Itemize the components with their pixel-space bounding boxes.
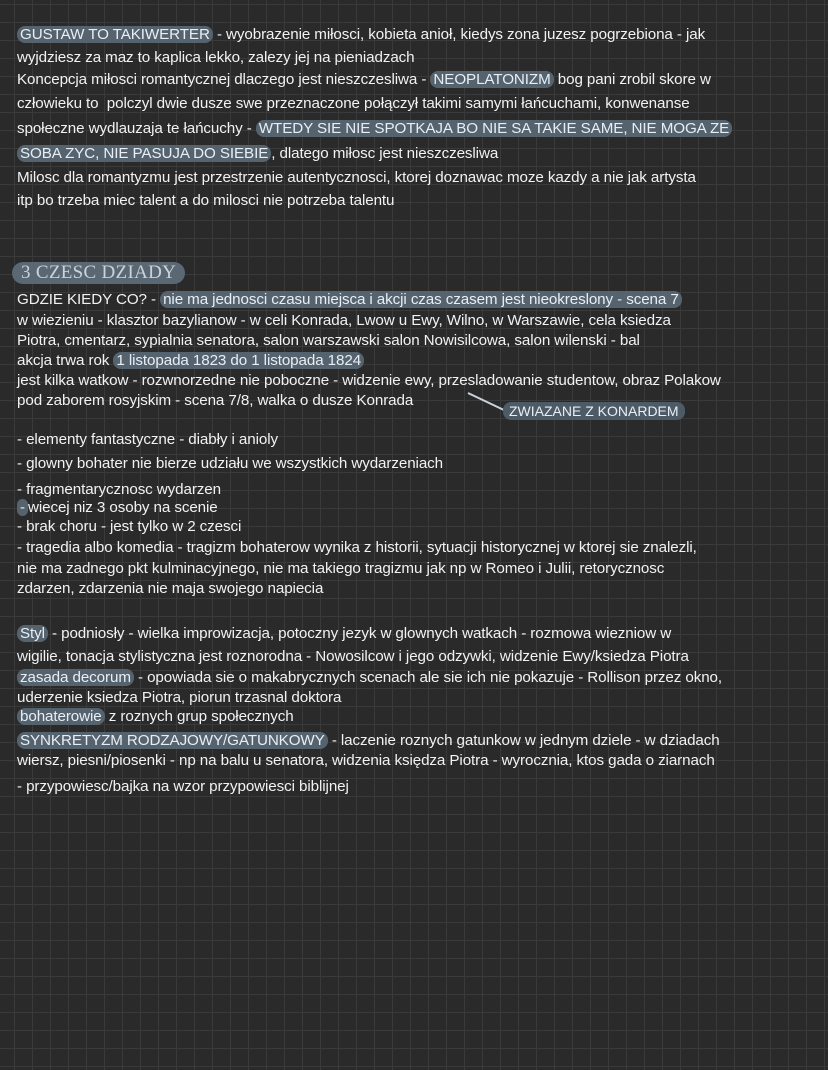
highlighted-text: bohaterowie [17, 708, 105, 725]
section3-line [17, 454, 443, 474]
text: wiecej niz 3 osoby na scenie [27, 499, 218, 516]
text: - brak choru - jest tylko w 2 czesci [17, 518, 242, 535]
text: - glowny bohater nie bierze udziału we wszystkich wydarzeniach [17, 455, 444, 472]
section1-line [17, 70, 711, 90]
text: - tragedia albo komedia - tragizm bohaterow wynika z historii, sytuacji historycznej w ktorej sie znalezli, [17, 539, 697, 556]
text: - fragmentarycznosc wydarzen [17, 481, 221, 498]
text: - elementy fantastyczne - diabły i anioly [17, 431, 278, 448]
text: pod zaborem rosyjskim - scena 7/8, walka o dusze Konrada [17, 392, 414, 409]
highlighted-text: nie ma jednosci czasu miejsca i akcji czas czasem jest nieokreslony - scena 7 [160, 291, 682, 308]
text: w wiezieniu - klasztor bazylianow - w celi Konrada, Lwow u Ewy, Wilno, w Warszawie, cela ksiedza [17, 312, 671, 329]
section4-line [17, 647, 689, 667]
highlighted-text: WTEDY SIE NIE SPOTKAJA BO NIE SA TAKIE SAME, NIE MOGA ZE [256, 120, 732, 137]
text: człowieku to polczyl dwie dusze swe przeznaczone połączył takimi samymi łańcuchami, konwenanse [17, 95, 690, 112]
highlighted-text: zasada decorum [17, 669, 134, 686]
section1-line [17, 144, 498, 164]
section4-line [17, 707, 294, 727]
section4-line [17, 624, 671, 644]
text: Koncepcja miłosci romantycznej dlaczego jest nieszczesliwa - [17, 71, 431, 88]
text: GDZIE KIEDY CO? - [17, 291, 161, 308]
highlighted-text: NEOPLATONIZM [430, 71, 553, 88]
text: nie ma zadnego pkt kulminacyjnego, nie ma takiego tragizmu jak np w Romeo i Julii, retorycznosc [17, 560, 665, 577]
text: Piotra, cmentarz, sypialnia senatora, salon warszawski salon Nowisilcowa, salon wilenski - bal [17, 332, 640, 349]
text: wyjdziesz za maz to kaplica lekko, zalezy jej na pieniadzach [17, 49, 415, 66]
section3-line [17, 430, 278, 450]
section2-line [17, 391, 413, 411]
annotation-note: ZWIAZANE Z KONARDEM [503, 402, 685, 420]
section4-line [17, 668, 722, 688]
highlighted-text: Styl [17, 625, 48, 642]
section1-line [17, 25, 705, 45]
section3-line [17, 517, 241, 537]
section3-line [17, 538, 697, 558]
section3-line [17, 579, 323, 599]
text: - opowiada sie o makabrycznych scenach ale sie ich nie pokazuje - Rollison przez okno, [133, 669, 723, 686]
section4-line [17, 688, 341, 708]
text: społeczne wydlauzaja te łańcuchy - [17, 120, 256, 137]
highlighted-text: SOBA ZYC, NIE PASUJA DO SIEBIE [17, 145, 271, 162]
section4-line [17, 731, 720, 751]
text: , dlatego miłosc jest nieszczesliwa [271, 145, 499, 162]
text: akcja trwa rok [17, 352, 114, 369]
text: jest kilka watkow - rozwnorzedne nie poboczne - widzenie ewy, przesladowanie studentow, obraz Polakow [17, 372, 721, 389]
text: itp bo trzeba miec talent a do milosci nie potrzeba talentu [17, 192, 395, 209]
section1-line [17, 48, 415, 68]
highlighted-text: - [17, 499, 28, 516]
section3-line [17, 559, 664, 579]
section2-line [17, 290, 682, 310]
section2-line [17, 351, 364, 371]
section-heading: 3 CZESC DZIADY [12, 262, 185, 284]
text: - przypowiesc/bajka na wzor przypowiesci biblijnej [17, 778, 349, 795]
text: wiersz, piesni/piosenki - np na balu u senatora, widzenia księdza Piotra - wyrocznia, ktos gada o ziarnach [17, 752, 715, 769]
section1-line [17, 119, 732, 139]
section1-line [17, 168, 696, 188]
text: wigilie, tonacja stylistyczna jest roznorodna - Nowosilcow i jego odzywki, widzenie Ewy/ksiedza Piotra [17, 648, 689, 665]
section3-line [17, 480, 221, 500]
text: Milosc dla romantyzmu jest przestrzenie autentycznosci, ktorej doznawac moze kazdy a nie jak artysta [17, 169, 696, 186]
text: uderzenie ksiedza Piotra, piorun trzasnal doktora [17, 689, 342, 706]
text: - laczenie roznych gatunkow w jednym dziele - w dziadach [327, 732, 720, 749]
section2-line [17, 311, 671, 331]
text: bog pani zrobil skore w [553, 71, 711, 88]
highlighted-text: GUSTAW TO TAKIWERTER [17, 26, 213, 43]
section4-line [17, 777, 349, 797]
text: - podniosły - wielka improwizacja, potoczny jezyk w glownych watkach - rozmowa wiezniow w [47, 625, 672, 642]
section1-line [17, 191, 394, 211]
highlighted-text: 1 listopada 1823 do 1 listopada 1824 [113, 352, 364, 369]
text: - wyobrazenie miłosci, kobieta anioł, kiedys zona juzesz pogrzebiona - jak [212, 26, 706, 43]
highlighted-text: SYNKRETYZM RODZAJOWY/GATUNKOWY [17, 732, 328, 749]
section1-line [17, 94, 690, 114]
text: zdarzen, zdarzenia nie maja swojego napiecia [17, 580, 324, 597]
section3-line [17, 498, 218, 518]
section2-line [17, 331, 640, 351]
section4-line [17, 751, 715, 771]
section2-line [17, 371, 721, 391]
text: z roznych grup społecznych [104, 708, 294, 725]
